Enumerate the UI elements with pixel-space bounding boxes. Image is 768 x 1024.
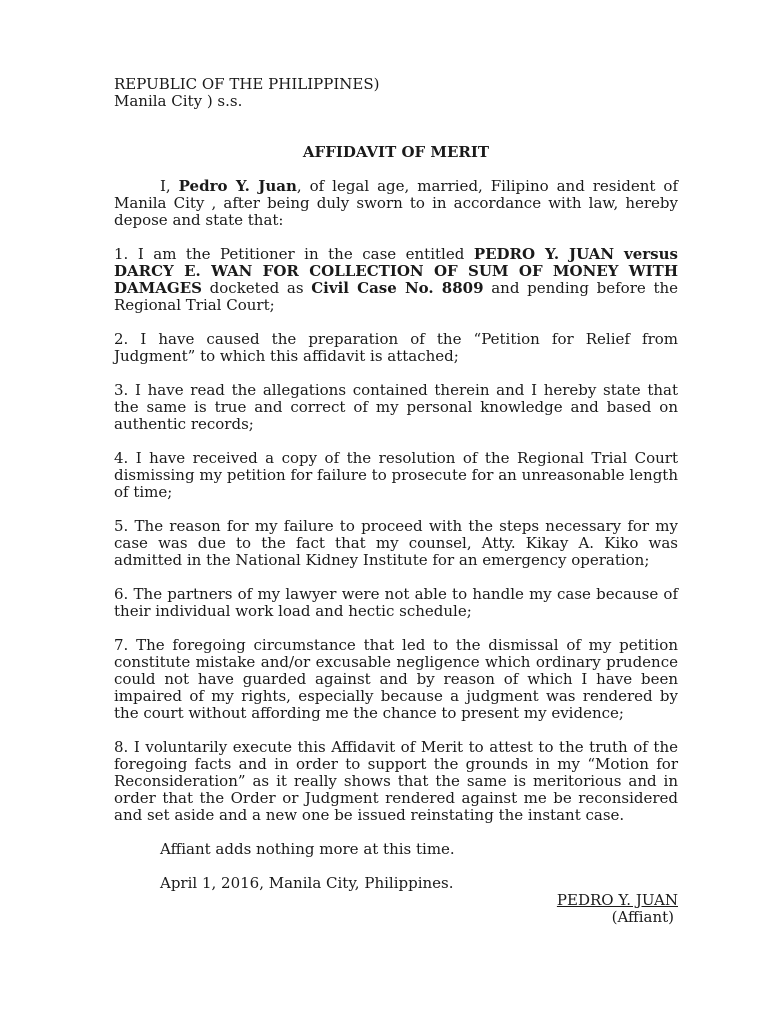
closing-statement: Affiant adds nothing more at this time. — [160, 840, 455, 858]
p1-text-a: 1. I am the Petitioner in the case entitled — [114, 245, 474, 263]
document-title: AFFIDAVIT OF MERIT — [302, 143, 490, 161]
paragraph-3: 3. I have read the allegations contained therein and I hereby state that the same is true and correct of my personal knowledge and based on authentic records; — [114, 381, 678, 433]
case-title: PEDRO Y. JUAN versus DARCY E. WAN FOR COLLECTION OF SUM OF MONEY WITH DAMAGES — [114, 245, 678, 297]
p1-text-b: docketed as — [201, 279, 312, 297]
paragraph-7: 7. The foregoing circumstance that led to the dismissal of my petition constitute mistake and/or excusable negligence which ordinary prudence could not have guarded against and by reason of which I have been impaired of my rights, especially because a judgment was rendered by the court without affording me the chance to present my evidence; — [114, 636, 678, 722]
venue-republic: REPUBLIC OF THE PHILIPPINES) — [114, 75, 380, 93]
affiant-name: Pedro Y. Juan — [178, 177, 297, 195]
intro-paragraph — [114, 178, 678, 229]
signature-name: PEDRO Y. JUAN — [556, 891, 678, 909]
paragraph-6: 6. The partners of my lawyer were not able to handle my case because of their individual work load and hectic schedule; — [114, 585, 678, 620]
intro-prefix: I, — [160, 177, 179, 195]
paragraph-4: 4. I have received a copy of the resolution of the Regional Trial Court dismissing my petition for failure to prosecute for an unreasonable length of time; — [114, 449, 678, 501]
affidavit-document — [114, 76, 678, 926]
signature-role: (Affiant) — [611, 908, 674, 926]
paragraph-1 — [114, 246, 678, 314]
paragraph-5: 5. The reason for my failure to proceed with the steps necessary for my case was due to the fact that my counsel, Atty. Kikay A. Kiko was admitted in the National Kidney Institute for an emergency operation; — [114, 517, 678, 569]
venue-city: Manila City ) s.s. — [114, 92, 243, 110]
p1-text-c: and pending before the Regional Trial Court; — [114, 279, 679, 314]
paragraph-2: 2. I have caused the preparation of the “Petition for Relief from Judgment” to which this affidavit is attached; — [114, 330, 678, 365]
paragraph-8: 8. I voluntarily execute this Affidavit of Merit to attest to the truth of the foregoing facts and in order to support the grounds in my “Motion for Reconsideration” as it really shows that the same is meritorious and in order that the Order or Judgment rendered against me be reconsidered and set aside and a new one be issued reinstating the instant case. — [114, 738, 678, 824]
date-line: April 1, 2016, Manila City, Philippines. — [160, 874, 454, 892]
venue-header — [114, 76, 678, 110]
signature-block — [114, 892, 678, 926]
intro-rest: , of legal age, married, Filipino and resident of Manila City , after being duly sworn to in accordance with law, hereby depose and state that: — [114, 177, 678, 229]
case-number: Civil Case No. 8809 — [311, 279, 484, 297]
